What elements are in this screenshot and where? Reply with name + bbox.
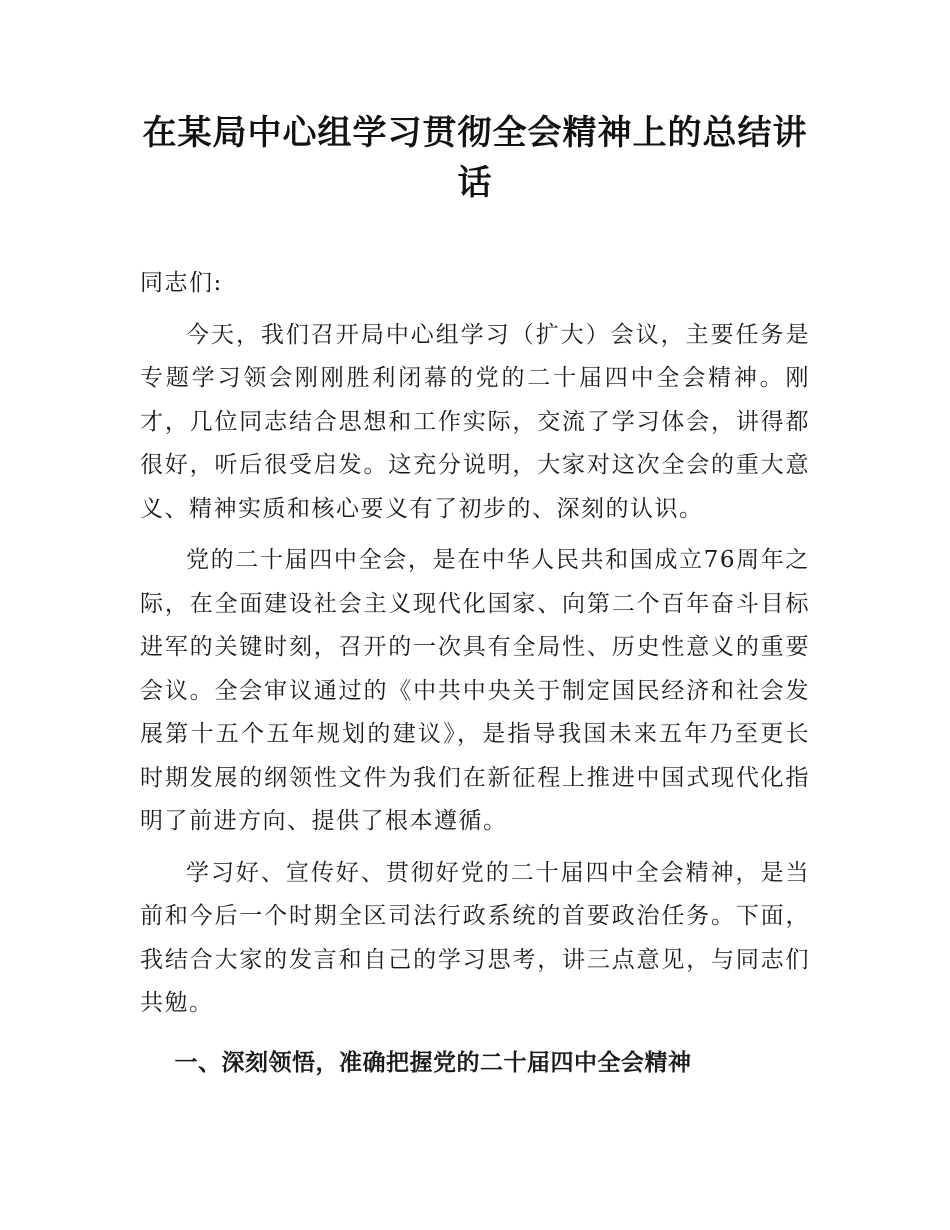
document-title: 在某局中心组学习贯彻全会精神上的总结讲话 (142, 113, 808, 203)
paragraph-opening: 今天，我们召开局中心组学习（扩大）会议，主要任务是专题学习领会刚刚胜利闭幕的党的二十届四中全会精神。刚才，几位同志结合思想和工作实际，交流了学习体会，讲得都很好，听后很受启发。这充分说明，大家对这次全会的重大意义、精神实质和核心要义有了初步的、深刻的认识。 (140, 321, 810, 522)
paragraph-political-task: 学习好、宣传好、贯彻好党的二十届四中全会精神，是当前和今后一个时期全区司法行政系统的首要政治任务。下面，我结合大家的发言和自己的学习思考，讲三点意见，与同志们共勉。 (140, 859, 810, 1016)
paragraph-plenum-significance: 党的二十届四中全会，是在中华人民共和国成立76周年之际，在全面建设社会主义现代化国家、向第二个百年奋斗目标进军的关键时刻，召开的一次具有全局性、历史性意义的重要会议。全会审议通过的《中共中央关于制定国民经济和社会发展第十五个五年规划的建议》，是指导我国未来五年乃至更长时期发展的纲领性文件为我们在新征程上推进中国式现代化指明了前进方向、提供了根本遵循。 (140, 547, 810, 834)
salutation: 同志们: (140, 270, 223, 296)
document-body (140, 262, 810, 1085)
section-heading-one: 一、深刻领悟，准确把握党的二十届四中全会精神 (174, 1049, 692, 1076)
